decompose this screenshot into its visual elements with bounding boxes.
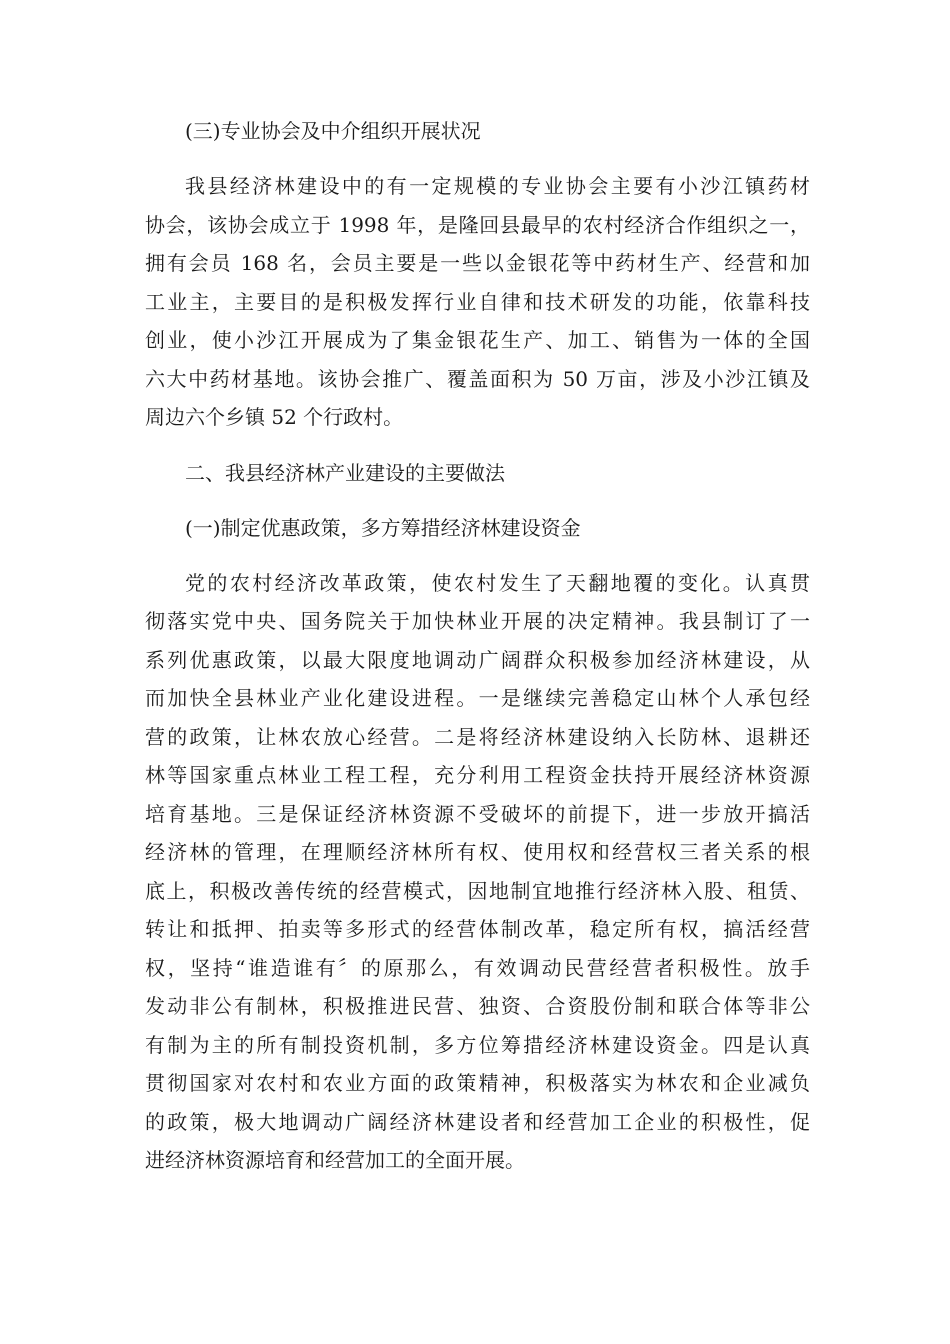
text-line: 底上，积极改善传统的经营模式，因地制宜地推行经济林入股、租赁、 — [145, 878, 810, 903]
text-line: 系列优惠政策，以最大限度地调动广阔群众积极参加经济林建设，从 — [145, 647, 810, 672]
section-1-heading: (一)制定优惠政策，多方筹措经济林建设资金 — [185, 515, 581, 540]
text-line: 有制为主的所有制投资机制，多方位筹措经济林建设资金。四是认真 — [145, 1032, 810, 1057]
text-line: 创业，使小沙江开展成为了集金银花生产、加工、销售为一体的全国 — [145, 328, 810, 352]
text-line: 培育基地。三是保证经济林资源不受破坏的前提下，进一步放开搞活 — [145, 801, 810, 826]
text-line: 营的政策，让林农放心经营。二是将经济林建设纳入长防林、退耕还 — [145, 724, 810, 749]
text-line: 转让和抵押、拍卖等多形式的经营体制改革，稳定所有权，搞活经营 — [145, 917, 810, 941]
section-3-heading: (三)专业协会及中介组织开展状况 — [185, 119, 481, 143]
text-line: 彻落实党中央、国务院关于加快林业开展的决定精神。我县制订了一 — [145, 609, 810, 633]
document-body — [145, 112, 810, 1180]
text-line: 工业主，主要目的是积极发挥行业自律和技术研发的功能，依靠科技 — [145, 289, 810, 314]
text-line: 六大中药材基地。该协会推广、覆盖面积为 50 万亩，涉及小沙江镇及 — [145, 366, 810, 391]
text-line: 权，坚持“谁造谁有〞的原那么，有效调动民营经营者积极性。放手 — [145, 955, 810, 980]
paragraph-association — [145, 167, 810, 437]
paragraph-policy — [145, 564, 810, 1180]
text-line: 而加快全县林业产业化建设进程。一是继续完善稳定山林个人承包经 — [145, 686, 810, 710]
text-line: 的政策，极大地调动广阔经济林建设者和经营加工企业的积极性，促 — [145, 1109, 810, 1134]
text-line: 拥有会员 168 名，会员主要是一些以金银花等中药材生产、经营和加 — [145, 251, 810, 275]
text-line: 贯彻国家对农村和农业方面的政策精神，积极落实为林农和企业减负 — [145, 1071, 810, 1095]
chapter-2-heading: 二、我县经济林产业建设的主要做法 — [185, 460, 505, 485]
text-line: 我县经济林建设中的有一定规模的专业协会主要有小沙江镇药材 — [185, 174, 810, 198]
text-line: 进经济林资源培育和经营加工的全面开展。 — [145, 1148, 525, 1172]
text-line: 经济林的管理，在理顺经济林所有权、使用权和经营权三者关系的根 — [145, 840, 810, 864]
text-line: 党的农村经济改革政策，使农村发生了天翻地覆的变化。认真贯 — [185, 570, 810, 595]
text-line: 周边六个乡镇 52 个行政村。 — [145, 405, 404, 429]
text-line: 林等国家重点林业工程工程，充分利用工程资金扶持开展经济林资源 — [145, 763, 810, 787]
text-line: 发动非公有制林，积极推进民营、独资、合资股份制和联合体等非公 — [145, 994, 810, 1018]
text-line: 协会，该协会成立于 1998 年，是隆回县最早的农村经济合作组织之一， — [145, 212, 810, 237]
